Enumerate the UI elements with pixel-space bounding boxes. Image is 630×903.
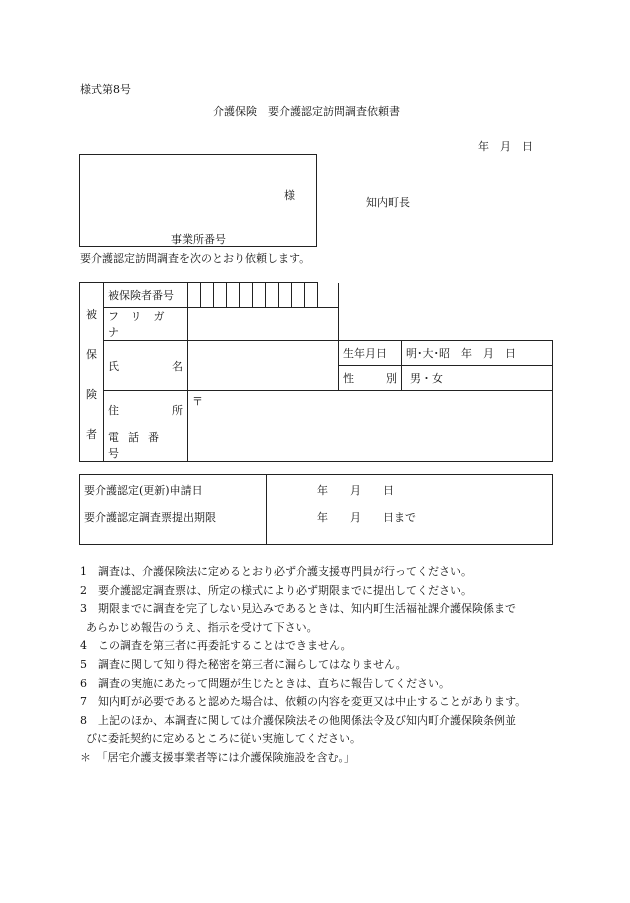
furigana-field[interactable] (188, 308, 339, 341)
application-date-label: 要介護認定(更新)申請日 (84, 484, 203, 497)
digit-cell[interactable] (201, 283, 214, 308)
office-number-label: 事業所番号 (171, 233, 226, 246)
dates-table (79, 474, 553, 545)
insured-group-label: 被 保 険 者 (80, 283, 104, 462)
digit-cell[interactable] (188, 283, 201, 308)
birth-label: 生年月日 (339, 341, 402, 366)
note-item: 4 この調査を第三者に再委託することはできません。 (80, 639, 352, 653)
note-item: 8 上記のほか、本調査に関しては介護保険法その他関係法令及び知内町介護保険条例並 (80, 713, 516, 727)
note-item-continued: あらかじめ報告のうえ、指示を受けて下さい。 (86, 620, 318, 634)
deadline-value[interactable]: 年 月 日まで (317, 511, 416, 524)
digit-cell[interactable] (240, 283, 253, 308)
form-number: 様式第8号 (80, 83, 131, 96)
furigana-label: フリガナ (104, 308, 188, 341)
note-item: 1 調査は、介護保険法に定めるとおり必ず介護支援専門員が行ってください。 (80, 565, 472, 578)
sex-value[interactable]: 男・女 (402, 366, 553, 391)
name-label: 氏 名 (104, 341, 188, 391)
application-date-value[interactable]: 年 月 日 (317, 484, 394, 497)
address-label: 住 所 (104, 391, 188, 429)
insured-table (79, 282, 553, 462)
postal-mark: 〒 (192, 395, 203, 408)
sex-label: 性 別 (339, 366, 402, 391)
digit-cell[interactable] (266, 283, 279, 308)
note-item-continued: びに委託契約に定めるところに従い実施してください。 (86, 732, 361, 746)
issue-date: 年 月 日 (478, 140, 533, 153)
deadline-label: 要介護認定調査票提出期限 (84, 511, 216, 524)
sender-name: 知内町長 (366, 196, 410, 209)
digit-cell[interactable] (279, 283, 292, 308)
digit-cell[interactable] (214, 283, 227, 308)
note-item: 5 調査に関して知り得た秘密を第三者に漏らしてはなりません。 (80, 657, 407, 671)
note-item: 7 知内町が必要であると認めた場合は、依頼の内容を変更又は中止することがあります。 (80, 695, 527, 709)
dates-labels (80, 475, 267, 545)
digit-cell[interactable] (253, 283, 266, 308)
intro-text: 要介護認定訪問調査を次のとおり依頼します。 (80, 252, 311, 265)
digit-cell[interactable] (227, 283, 240, 308)
note-item: 6 調査の実施にあたって問題が生じたときは、直ちに報告してください。 (80, 676, 450, 690)
note-item: 2 要介護認定調査票は、所定の様式により必ず期限までに提出してください。 (80, 583, 472, 597)
sama-label: 様 (284, 189, 295, 202)
address-field[interactable] (188, 391, 553, 462)
birth-value[interactable]: 明･大･昭 年 月 日 (402, 341, 553, 366)
note-asterisk: ＊ 「居宅介護支援事業者等には介護保険施設を含む。」 (80, 750, 355, 764)
note-item: 3 期限までに調査を完了しない見込みであるときは、知内町生活福祉課介護保険係まで (80, 602, 516, 616)
notes-list (80, 563, 560, 768)
digit-cell[interactable] (305, 283, 318, 308)
dates-values[interactable] (267, 475, 553, 545)
phone-label: 電話番号 (104, 429, 188, 462)
document-title: 介護保険 要介護認定訪問調査依頼書 (213, 105, 400, 118)
insured-number-label: 被保険者番号 (104, 283, 188, 308)
name-field[interactable] (188, 341, 339, 391)
digit-cell[interactable] (292, 283, 305, 308)
addressee-box (79, 154, 317, 247)
